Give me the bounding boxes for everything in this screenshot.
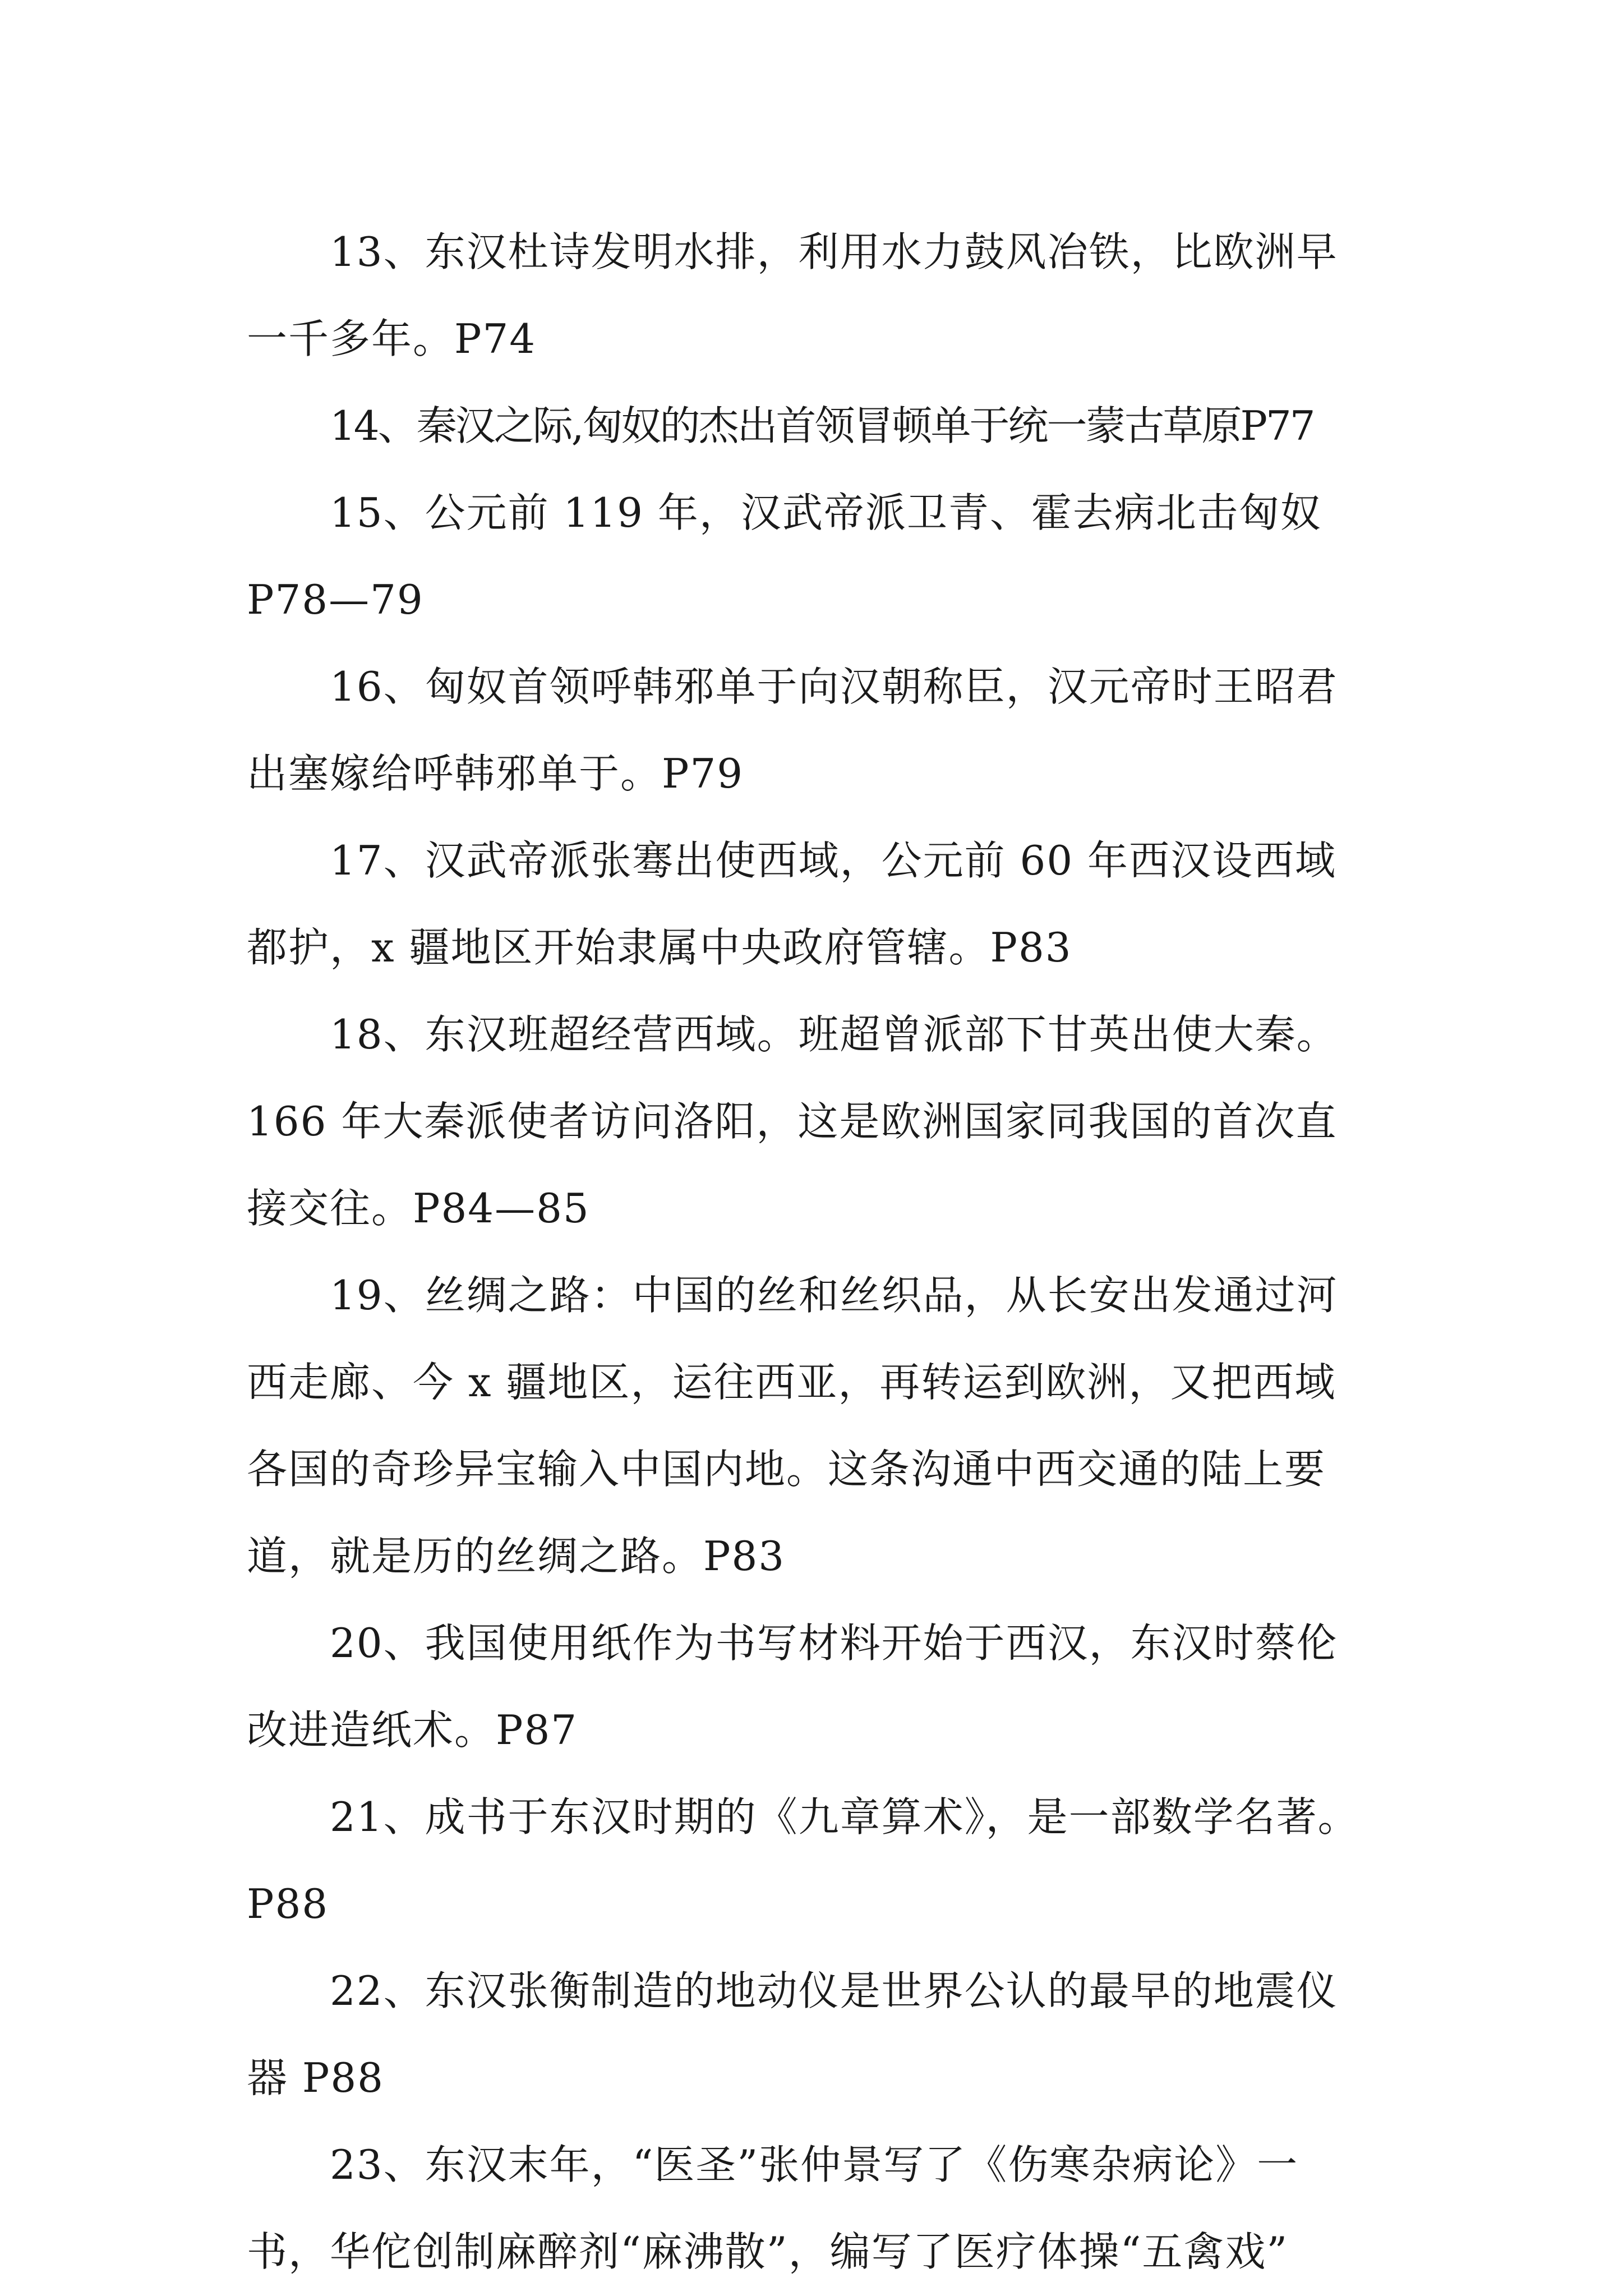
text-line: 16、匈奴首领呼韩邪单于向汉朝称臣，汉元帝时王昭君 [330, 663, 1338, 710]
text-line: 19、丝绸之路：中国的丝和丝织品，从长安出发通过河 [330, 1272, 1338, 1319]
paragraph-17 [247, 817, 1380, 991]
text-line: 14、秦汉之际,匈奴的杰出首领冒顿单于统一蒙古草原P77 [330, 402, 1314, 449]
text-line: 15、公元前 119 年，汉武帝派卫青、霍去病北击匈奴 [330, 489, 1322, 536]
text-line: 一千多年。P74 [247, 315, 537, 362]
text-line: 各国的奇珍异宝输入中国内地。这条沟通中西交通的陆上要 [247, 1446, 1326, 1493]
document-body [247, 209, 1380, 2295]
paragraph-21 [247, 1774, 1380, 1948]
text-line: 166 年大秦派使者访问洛阳，这是欧洲国家同我国的首次直 [247, 1098, 1338, 1145]
text-line: P78—79 [247, 576, 424, 623]
paragraph-23 [247, 2122, 1380, 2295]
paragraph-16 [247, 643, 1380, 817]
text-line: 出塞嫁给呼韩邪单于。P79 [247, 750, 744, 797]
text-line: 13、东汉杜诗发明水排，利用水力鼓风冶铁，比欧洲早 [330, 228, 1338, 275]
text-line: 改进造纸术。P87 [247, 1706, 578, 1754]
text-line: 器 P88 [247, 2054, 384, 2101]
text-line: 西走廊、今 x 疆地区，运往西亚，再转运到欧洲，又把西域 [247, 1359, 1336, 1406]
text-line: 书，华佗创制麻醉剂“麻沸散”，编写了医疗体操“五禽戏” [247, 2228, 1289, 2275]
text-line: 20、我国使用纸作为书写材料开始于西汉，东汉时蔡伦 [330, 1619, 1338, 1667]
text-line: 17、汉武帝派张骞出使西域，公元前 60 年西汉设西域 [330, 837, 1337, 884]
paragraph-15 [247, 470, 1380, 643]
text-line: P88 [247, 1880, 329, 1927]
paragraph-14 [247, 383, 1380, 470]
text-line: 都护，x 疆地区开始隶属中央政府管辖。P83 [247, 924, 1072, 971]
text-line: 18、东汉班超经营西域。班超曾派部下甘英出使大秦。 [330, 1011, 1338, 1058]
text-line: 23、东汉末年，“医圣”张仲景写了《伤寒杂病论》一 [330, 2141, 1299, 2188]
text-line: 21、成书于东汉时期的《九章算术》，是一部数学名著。 [330, 1793, 1359, 1841]
text-line: 22、东汉张衡制造的地动仪是世界公认的最早的地震仪 [330, 1967, 1338, 2014]
paragraph-22 [247, 1948, 1380, 2122]
paragraph-20 [247, 1600, 1380, 1774]
paragraph-19 [247, 1252, 1380, 1600]
text-line: 道，就是历的丝绸之路。P83 [247, 1533, 786, 1580]
paragraph-18 [247, 991, 1380, 1252]
text-line: 接交往。P84—85 [247, 1185, 590, 1232]
paragraph-13 [247, 209, 1380, 383]
